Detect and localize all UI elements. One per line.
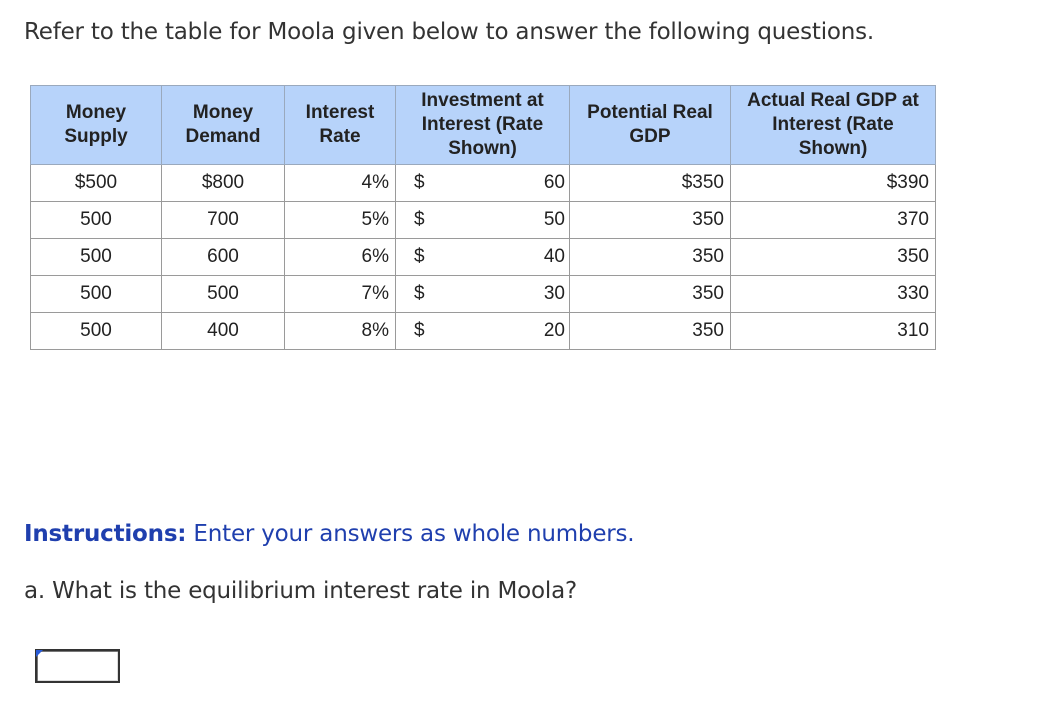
intro-text: Refer to the table for Moola given below to answer the following questions.	[24, 19, 875, 45]
cell-money-demand: 500	[162, 276, 285, 313]
table-row	[31, 276, 936, 313]
table-body	[31, 165, 936, 350]
table-row	[31, 202, 936, 239]
table-row	[31, 239, 936, 276]
cell-interest-rate: 6%	[285, 239, 396, 276]
cell-interest-rate: 8%	[285, 313, 396, 350]
cell-investment: 60	[434, 165, 570, 202]
header-potential-gdp: Potential Real GDP	[570, 86, 731, 165]
table-row	[31, 165, 936, 202]
table-header-row	[31, 86, 936, 165]
moola-data-table	[30, 85, 936, 350]
cell-investment-currency: $	[396, 276, 434, 313]
cell-actual-gdp: $390	[731, 165, 936, 202]
header-investment: Investment at Interest (Rate Shown)	[396, 86, 570, 165]
cell-actual-gdp: 350	[731, 239, 936, 276]
cell-potential-gdp: $350	[570, 165, 731, 202]
cell-actual-gdp: 310	[731, 313, 936, 350]
cell-investment-currency: $	[396, 313, 434, 350]
cell-potential-gdp: 350	[570, 202, 731, 239]
cell-money-demand: 600	[162, 239, 285, 276]
cell-interest-rate: 7%	[285, 276, 396, 313]
cell-potential-gdp: 350	[570, 239, 731, 276]
cell-money-supply: 500	[31, 276, 162, 313]
cell-money-demand: 700	[162, 202, 285, 239]
header-money-demand: Money Demand	[162, 86, 285, 165]
cell-actual-gdp: 330	[731, 276, 936, 313]
question-a: a. What is the equilibrium interest rate in Moola?	[24, 578, 577, 604]
instructions-label: Instructions:	[24, 521, 187, 547]
cell-actual-gdp: 370	[731, 202, 936, 239]
cell-investment: 20	[434, 313, 570, 350]
cell-potential-gdp: 350	[570, 313, 731, 350]
cell-investment-currency: $	[396, 202, 434, 239]
cell-money-supply: 500	[31, 313, 162, 350]
header-actual-gdp: Actual Real GDP at Interest (Rate Shown)	[731, 86, 936, 165]
header-interest-rate: Interest Rate	[285, 86, 396, 165]
cell-money-demand: $800	[162, 165, 285, 202]
cell-investment-currency: $	[396, 165, 434, 202]
answer-flag-icon	[36, 650, 43, 657]
cell-interest-rate: 4%	[285, 165, 396, 202]
cell-investment: 30	[434, 276, 570, 313]
instructions-text: Enter your answers as whole numbers.	[186, 521, 635, 547]
cell-money-demand: 400	[162, 313, 285, 350]
cell-investment: 40	[434, 239, 570, 276]
cell-money-supply: 500	[31, 202, 162, 239]
cell-investment-currency: $	[396, 239, 434, 276]
cell-money-supply: $500	[31, 165, 162, 202]
header-money-supply: Money Supply	[31, 86, 162, 165]
cell-investment: 50	[434, 202, 570, 239]
answer-a-input[interactable]	[35, 649, 120, 683]
table-row	[31, 313, 936, 350]
instructions	[24, 521, 634, 547]
cell-interest-rate: 5%	[285, 202, 396, 239]
cell-money-supply: 500	[31, 239, 162, 276]
cell-potential-gdp: 350	[570, 276, 731, 313]
